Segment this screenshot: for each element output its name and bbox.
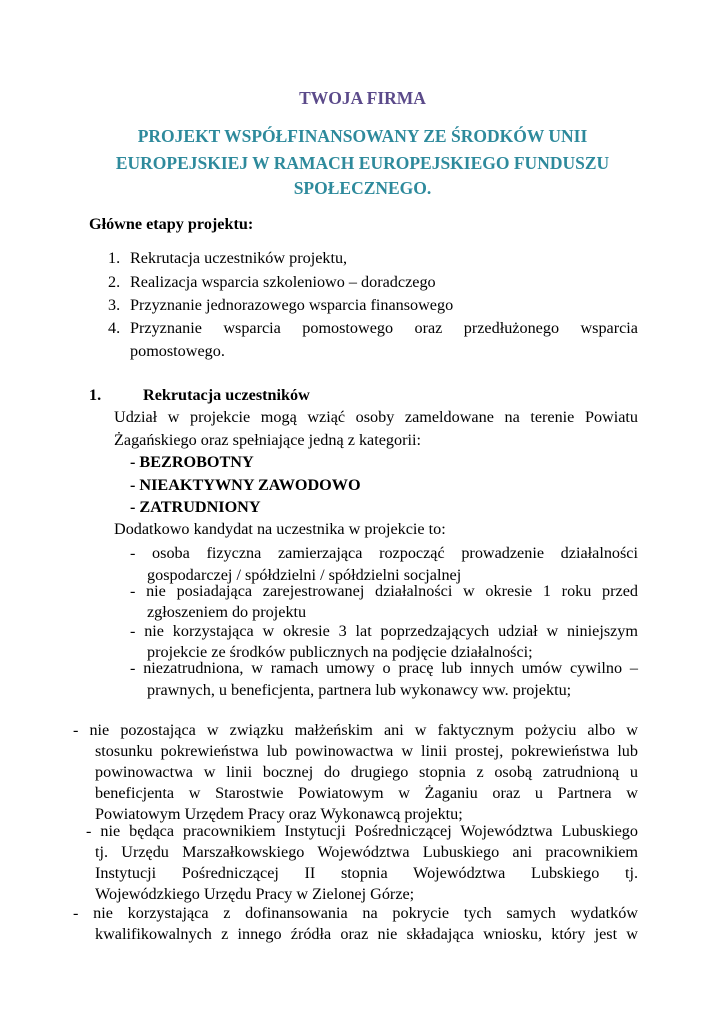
condition-line: tj. Urzędu Marszałkowskiego Województwa Lubuskiego ani pracownikiem: [95, 843, 638, 861]
condition-line: - nie będąca pracownikiem Instytucji Pośredniczącej Województwa Lubuskiego: [86, 822, 638, 840]
section-title: Rekrutacja uczestników: [143, 386, 310, 404]
stage-item: Rekrutacja uczestników projektu,: [130, 249, 348, 267]
project-title-line-3: SPOŁECZNEGO.: [293, 178, 432, 198]
condition-line: beneficjenta w Starostwie Powiatowym w Żaganiu oraz u Partnera w: [95, 784, 638, 802]
stage-number: 4.: [108, 319, 121, 337]
section-intro-line: Żagańskiego oraz spełniające jedną z kategorii:: [114, 431, 421, 449]
stage-number: 2.: [108, 273, 121, 291]
condition-line: - nie korzystająca w okresie 3 lat poprzedzających udział w niniejszym: [130, 622, 638, 640]
condition-line: gospodarczej / spółdzielni / spółdzielni socjalnej: [147, 566, 462, 584]
stage-item: Przyznanie jednorazowego wsparcia finansowego: [130, 296, 454, 314]
company-name: TWOJA FIRMA: [299, 88, 426, 108]
stage-number: 3.: [108, 296, 121, 314]
condition-line: - nie pozostająca w związku małżeńskim ani w faktycznym pożyciu albo w: [73, 721, 638, 739]
stage-number: 1.: [108, 249, 121, 267]
condition-line: - nie posiadająca zarejestrowanej działalności w okresie 1 roku przed: [130, 582, 638, 600]
stage-item-continuation: pomostowego.: [130, 342, 225, 360]
condition-line: Instytucji Pośredniczącej II stopnia Województwa Lubskiego tj.: [95, 864, 638, 882]
stage-item: Realizacja wsparcia szkoleniowo – doradczego: [130, 273, 436, 291]
condition-line: powinowactwa w linii bocznej do drugiego stopnia z osobą zatrudnioną u: [95, 763, 638, 781]
condition-line: prawnych, u beneficjenta, partnera lub wykonawcy ww. projektu;: [147, 681, 572, 699]
condition-line: Wojewódzkiego Urzędu Pracy w Zielonej Górze;: [95, 885, 415, 903]
category-item: - BEZROBOTNY: [130, 453, 254, 471]
section-number: 1.: [89, 386, 102, 404]
stage-item: Przyznanie wsparcia pomostowego oraz przedłużonego wsparcia: [130, 319, 638, 337]
condition-line: kwalifikowalnych z innego źródła oraz nie składająca wniosku, który jest w: [95, 925, 638, 943]
additional-intro: Dodatkowo kandydat na uczestnika w projekcie to:: [114, 520, 446, 538]
condition-line: - nie korzystająca z dofinansowania na pokrycie tych samych wydatków: [73, 904, 638, 922]
condition-line: - niezatrudniona, w ramach umowy o pracę lub innych umów cywilno –: [130, 659, 638, 677]
section-intro-line: Udział w projekcie mogą wziąć osoby zameldowane na terenie Powiatu: [114, 408, 638, 426]
condition-line: projekcie ze środków publicznych na podjęcie działalności;: [147, 643, 533, 661]
project-title-line-1: PROJEKT WSPÓŁFINANSOWANY ZE ŚRODKÓW UNII: [137, 126, 588, 146]
condition-line: Powiatowym Urzędem Pracy oraz Wykonawcą projektu;: [95, 805, 463, 823]
condition-line: stosunku pokrewieństwa lub powinowactwa w linii prostej, pokrewieństwa lub: [95, 742, 638, 760]
stages-heading: Główne etapy projektu:: [89, 215, 254, 233]
project-title-line-2: EUROPEJSKIEJ W RAMACH EUROPEJSKIEGO FUNDUSZU: [115, 153, 610, 173]
condition-line: zgłoszeniem do projektu: [147, 603, 307, 621]
category-item: - ZATRUDNIONY: [130, 498, 261, 516]
category-item: - NIEAKTYWNY ZAWODOWO: [130, 476, 361, 494]
condition-line: - osoba fizyczna zamierzająca rozpocząć prowadzenie działalności: [130, 544, 638, 562]
